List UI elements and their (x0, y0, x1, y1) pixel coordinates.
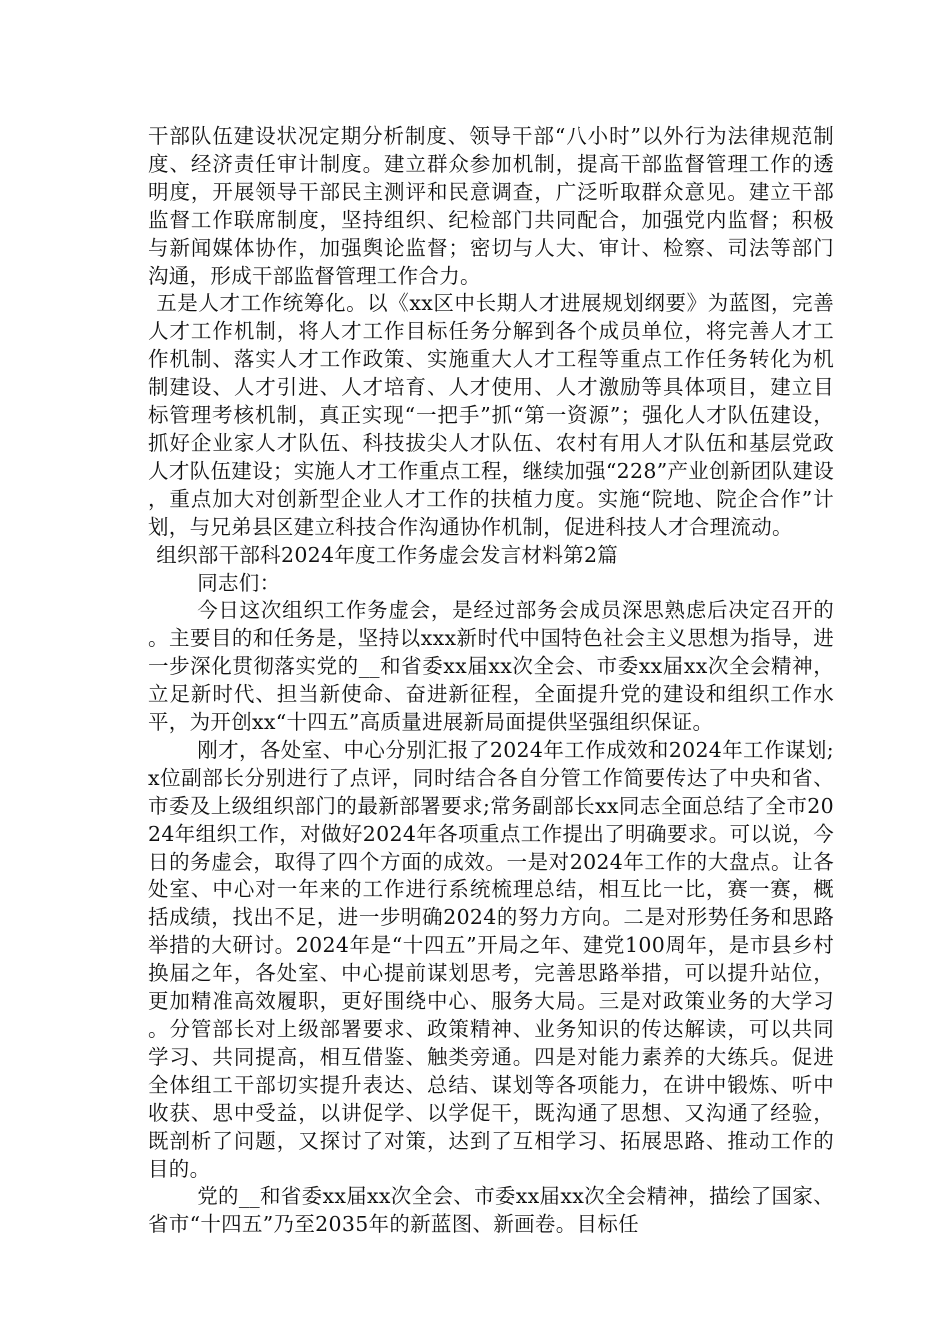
document-body (148, 123, 834, 1239)
paragraph-meeting-purpose: 今日这次组织工作务虚会，是经过部务会成员深思熟虑后决定召开的。主要目的和任务是，坚持以xxx新时代中国特色社会主义思想为指导，进一步深化贯彻落实党的__和省委xx届xx次全会、市委xx届xx次全会精神，立足新时代、担当新使命、奋进新征程，全面提升党的建设和组织工作水平，为开创xx“十四五”高质量进展新局面提供坚强组织保证。 (148, 598, 834, 735)
salutation: 同志们： (197, 570, 281, 595)
paragraph-talent-coordination: 五是人才工作统筹化。以《xx区中长期人才进展规划纲要》为蓝图，完善人才工作机制，将人才工作目标任务分解到各个成员单位，将完善人才工作机制、落实人才工作政策、实施重大人才工程等重点工作任务转化为机制建设、人才引进、人才培育、人才使用、人才激励等具体项目，建立目标管理考核机制，真正实现“一把手”抓“第一资源”；强化人才队伍建设，抓好企业家人才队伍、科技拔尖人才队伍、农村有用人才队伍和基层党政人才队伍建设；实施人才工作重点工程，继续加强“228”产业创新团队建设，重点加大对创新型企业人才工作的扶植力度。实施“院地、院企合作”计划，与兄弟县区建立科技合作沟通协作机制，促进科技人才合理流动。 (148, 291, 834, 539)
paragraph-meeting-results: 刚才，各处室、中心分别汇报了2024年工作成效和2024年工作谋划;x位副部长分别进行了点评，同时结合各自分管工作简要传达了中央和省、市委及上级组织部门的最新部署要求;常务副部长xx同志全面总结了全市2024年组织工作，对做好2024年各项重点工作提出了明确要求。可以说，今日的务虚会，取得了四个方面的成效。一是对2024年工作的大盘点。让各处室、中心对一年来的工作进行系统梳理总结，相互比一比，赛一赛，概括成绩，找出不足，进一步明确2024的努力方向。二是对形势任务和思路举措的大研讨。2024年是“十四五”开局之年、建党100周年，是市县乡村换届之年，各处室、中心提前谋划思考，完善思路举措，可以提升站位，更加精准高效履职，更好围绕中心、服务大局。三是对政策业务的大学习。分管部长对上级部署要求、政策精神、业务知识的传达解读，可以共同学习、共同提高，相互借鉴、触类旁通。四是对能力素养的大练兵。促进全体组工干部切实提升表达、总结、谋划等各项能力，在讲中锻炼、听中收获、思中受益，以讲促学、以学促干，既沟通了思想、又沟通了经验，既剖析了问题，又探讨了对策，达到了互相学习、拓展思路、推动工作的目的。 (148, 737, 834, 1181)
paragraph-supervision-system: 干部队伍建设状况定期分析制度、领导干部“八小时”以外行为法律规范制度、经济责任审计制度。建立群众参加机制，提高干部监督管理工作的透明度，开展领导干部民主测评和民意调查，广泛听取群众意见。建立干部监督工作联席制度，坚持组织、纪检部门共同配合，加强党内监督；积极与新闻媒体协作，加强舆论监督；密切与人大、审计、检察、司法等部门沟通，形成干部监督管理工作合力。 (148, 124, 834, 288)
paragraph-new-blueprint: 党的__和省委xx届xx次全会、市委xx届xx次全会精神，描绘了国家、省市“十四五”乃至2035年的新蓝图、新画卷。目标任 (148, 1184, 834, 1237)
article-heading: 组织部干部科2024年度工作务虚会发言材料第2篇 (156, 542, 619, 567)
